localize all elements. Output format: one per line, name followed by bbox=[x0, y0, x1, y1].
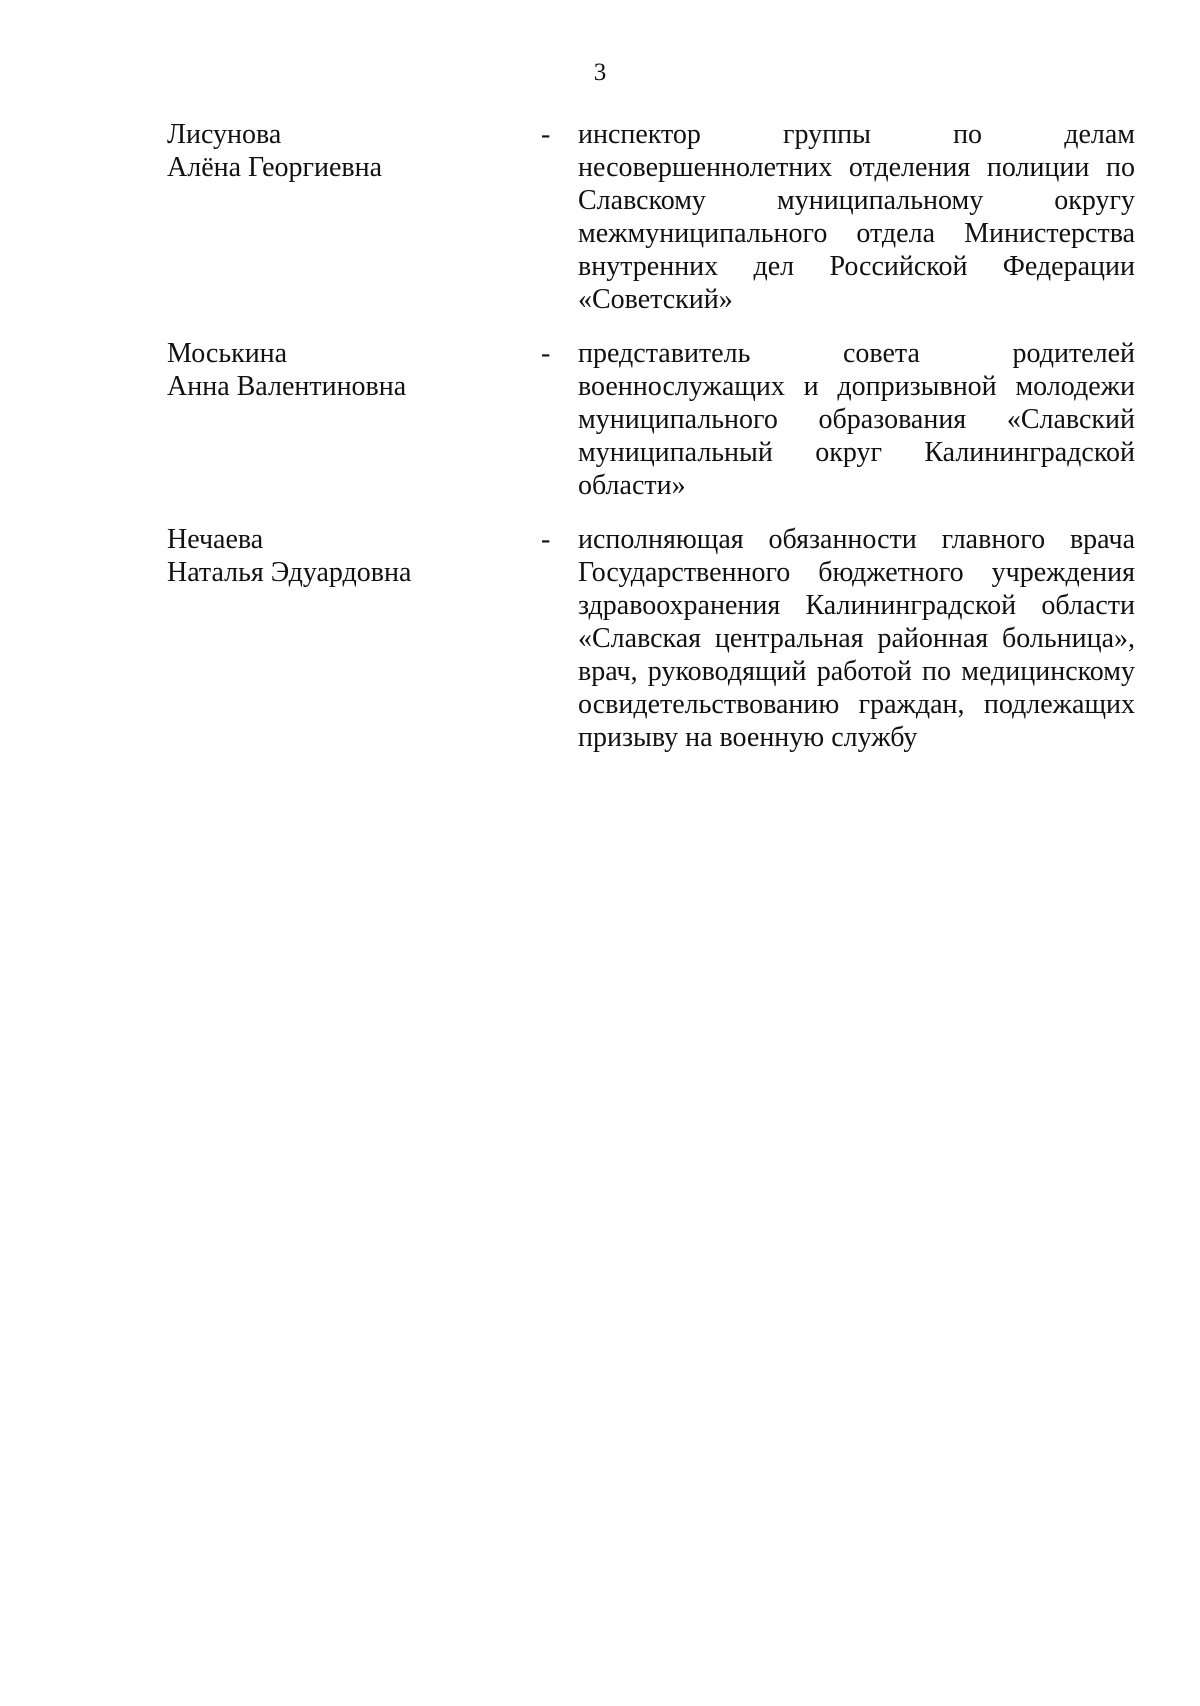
member-name bbox=[167, 523, 547, 589]
member-position: представитель совета родителей военнослужащих и допризывной молодежи муниципального образования «Славский муниципальный округ Калининградской области» bbox=[578, 338, 1135, 501]
member-entry bbox=[0, 337, 1200, 523]
member-surname: Нечаева bbox=[167, 524, 264, 555]
member-position: исполняющая обязанности главного врача Государственного бюджетного учреждения здравоохранения Калининградской области «Славская центральная районная больница», врач, руководящий работой по медицинскому освидетельствованию граждан, подлежащих призыву на военную службу bbox=[578, 524, 1135, 753]
member-surname: Моськина bbox=[167, 338, 288, 369]
member-surname: Лисунова bbox=[167, 119, 282, 150]
commission-member-list bbox=[0, 118, 1200, 753]
member-entry bbox=[0, 523, 1200, 753]
dash-separator: - bbox=[541, 119, 551, 150]
member-name bbox=[167, 118, 547, 184]
member-given-names: Анна Валентиновна bbox=[167, 371, 407, 402]
dash-separator: - bbox=[541, 338, 551, 369]
member-name bbox=[167, 337, 547, 403]
member-given-names: Наталья Эдуардовна bbox=[167, 557, 412, 588]
member-given-names: Алёна Георгиевна bbox=[167, 152, 383, 183]
page-number: 3 bbox=[593, 59, 607, 86]
member-entry bbox=[0, 118, 1200, 337]
member-position: инспектор группы по делам несовершеннолетних отделения полиции по Славскому муниципальному округу межмуниципального отдела Министерства внутренних дел Российской Федерации «Советский» bbox=[578, 119, 1135, 315]
dash-separator: - bbox=[541, 524, 551, 555]
